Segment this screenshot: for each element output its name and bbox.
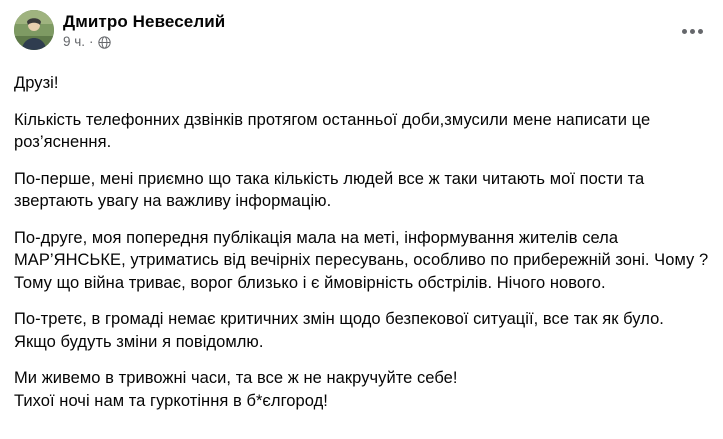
post-paragraph: Ми живемо в тривожні часи, та все ж не накручуйте себе! (14, 369, 458, 387)
meta-separator: · (89, 34, 94, 49)
post-paragraph: По-друге, моя попередня публікація мала на меті, інформування жителів села МАР’ЯНСЬКЕ, утриматись від вечірніх пересувань, особливо по прибережній зоні. Чому ? Тому що війна триває, ворог близько і є ймовірність обстрілів. Нічого нового. (14, 228, 709, 292)
post-paragraph: Друзі! (14, 74, 59, 92)
post-timestamp[interactable]: 9 ч. (63, 34, 86, 49)
post-paragraph: Тихої ночі нам та гуркотіння в б*єлгород! (14, 391, 328, 410)
post-paragraph: По-перше, мені приємно що така кількість людей все ж таки читають мої пости та звертають увагу на важливу інформацію. (14, 169, 645, 210)
globe-icon[interactable] (98, 36, 111, 49)
menu-dot (682, 29, 687, 34)
post-paragraph: По-третє, в громаді немає критичних змін щодо безпекової ситуації, все так як було. Якщо будуть зміни я повідомлю. (14, 310, 664, 351)
post-meta (63, 34, 225, 50)
post-paragraph: Кількість телефонних дзвінків протягом останньої доби,змусили мене написати це роз’яснення. (14, 110, 651, 151)
post-header-text (63, 10, 225, 50)
menu-dot (690, 29, 695, 34)
avatar[interactable] (14, 10, 54, 50)
post-header (14, 10, 709, 62)
more-options-icon[interactable] (675, 14, 709, 48)
author-name[interactable]: Дмитро Невеселий (63, 12, 226, 31)
post-body (14, 72, 709, 412)
menu-dot (698, 29, 703, 34)
